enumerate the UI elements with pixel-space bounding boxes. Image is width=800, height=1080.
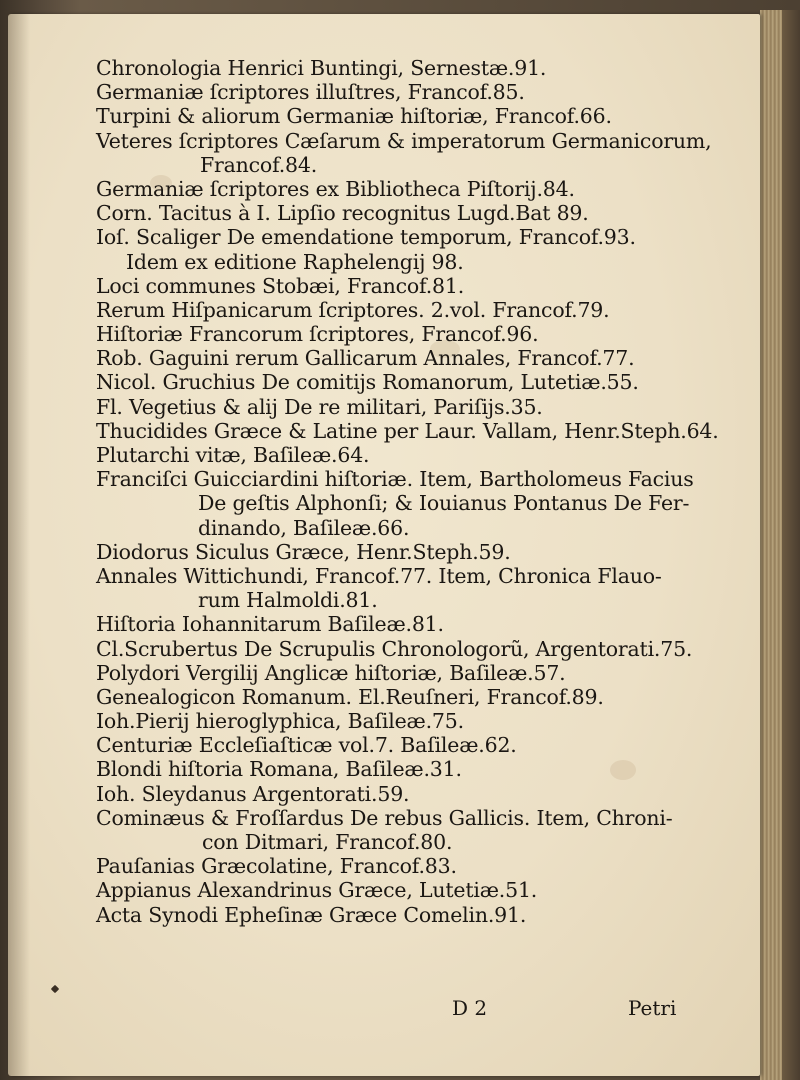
entry-line: Plutarchi vitæ, Baſileæ.64. xyxy=(96,443,370,467)
entry-line: Nicol. Gruchius De comitijs Romanorum, Lutetiæ.55. xyxy=(96,370,639,395)
entry-line: Ioh. Sleydanus Argentorati.59. xyxy=(96,781,410,806)
entry-line: Chronologia Henrici Buntingi, Sernestæ.91. xyxy=(96,56,547,80)
entry-line: Idem ex editione Raphelengij 98. xyxy=(126,249,464,274)
entry-line: rum Halmoldi.81. xyxy=(198,588,378,613)
entry-line: Genealogicon Romanum. El.Reuſneri, Francof.89. xyxy=(96,684,604,709)
entry-line: Thucidides Græce & Latine per Laur. Vallam, Henr.Steph.64. xyxy=(96,418,719,443)
entry-line: Hiſtoriæ Francorum ſcriptores, Francof.96. xyxy=(96,322,539,347)
entry-line: Ioh.Pierij hieroglyphica, Baſileæ.75. xyxy=(96,709,464,734)
entry-line: Corn. Tacitus à I. Lipſio recognitus Lugd.Bat 89. xyxy=(96,201,589,226)
signature-mark: D 2 xyxy=(452,996,488,1020)
entry-line: Francof.84. xyxy=(200,152,318,177)
entry-line: Acta Synodi Epheſinæ Græce Comelin.91. xyxy=(96,902,527,927)
page-footer xyxy=(0,996,760,1026)
page-edges xyxy=(760,10,800,1080)
entry-line: dinando, Baſileæ.66. xyxy=(198,515,410,540)
entry-line: Centuriæ Eccleſiaſticæ vol.7. Baſileæ.62. xyxy=(96,733,517,758)
entry-line: Turpini & aliorum Germaniæ hiſtoriæ, Francof.66. xyxy=(96,104,612,129)
entry-line: Loci communes Stobæi, Francof.81. xyxy=(96,273,465,298)
entry-line: De geſtis Alphonſi; & Iouianus Pontanus De Fer- xyxy=(198,491,690,516)
entry-line: Annales Wittichundi, Francof.77. Item, Chronica Flauo- xyxy=(96,563,662,588)
entry-line: Blondi hiſtoria Romana, Baſileæ.31. xyxy=(96,757,462,782)
gutter-shadow xyxy=(8,14,30,1076)
entry-line: Germaniæ ſcriptores illuſtres, Francof.85. xyxy=(96,80,525,105)
entry-line: con Ditmari, Francof.80. xyxy=(202,830,453,854)
entry-line: Fl. Vegetius & alij De re militari, Pariſijs.35. xyxy=(96,394,543,419)
entry-line: Franciſci Guicciardini hiſtoriæ. Item, Bartholomeus Facius xyxy=(96,467,694,492)
entry-line: Rerum Hiſpanicarum ſcriptores. 2.vol. Francof.79. xyxy=(96,297,610,322)
entry-line: Cl.Scrubertus De Scrupulis Chronologorũ, Argentorati.75. xyxy=(96,636,693,661)
entry-line: Diodorus Siculus Græce, Henr.Steph.59. xyxy=(96,539,511,564)
entry-line: Appianus Alexandrinus Græce, Lutetiæ.51. xyxy=(96,878,538,903)
entry-line: Veteres ſcriptores Cæſarum & imperatorum Germanicorum, xyxy=(96,128,712,153)
catchword: Petri xyxy=(628,996,677,1020)
entry-line: Ioſ. Scaliger De emendatione temporum, Francof.93. xyxy=(96,225,636,250)
entry-line: Rob. Gaguini rerum Gallicarum Annales, Francof.77. xyxy=(96,346,635,371)
entry-line: Pauſanias Græcolatine, Francof.83. xyxy=(96,854,457,879)
entry-line: Germaniæ ſcriptores ex Bibliotheca Piſtorij.84. xyxy=(96,176,575,201)
entry-line: Hiſtoria Iohannitarum Baſileæ.81. xyxy=(96,612,444,637)
entry-line: Cominæus & Froſſardus De rebus Gallicis. Item, Chroni- xyxy=(96,805,673,830)
entry-line: Polydori Vergilij Anglicæ hiſtoriæ, Baſileæ.57. xyxy=(96,660,566,685)
bibliography-list xyxy=(96,56,719,927)
